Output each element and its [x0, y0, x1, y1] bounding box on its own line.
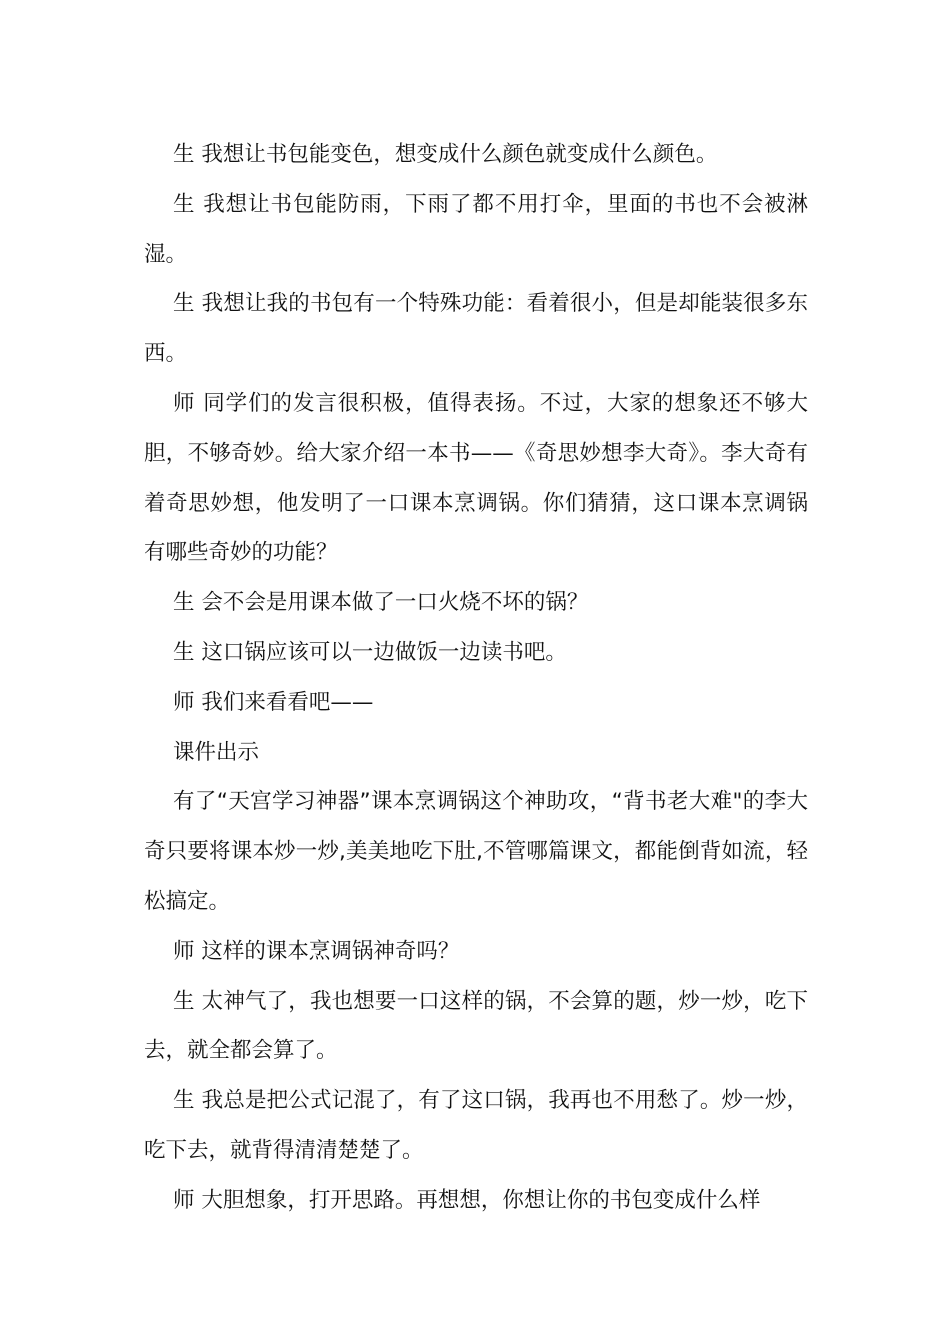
paragraph-courseware-text: 有了“天宫学习神器”课本烹调锅这个神助攻，“背书老大难"的李大奇只要将课本炒一炒,美美地吃下肚,不管哪篇课文，都能倒背如流，轻松搞定。: [144, 789, 808, 914]
paragraph-student-special-function: 生 我想让我的书包有一个特殊功能：看着很小，但是却能装很多东西。: [144, 291, 808, 367]
paragraph-teacher-imagine: 师 大胆想象，打开思路。再想想，你想让你的书包变成什么样: [173, 1187, 761, 1213]
paragraph-teacher-book-intro: 师 同学们的发言很积极，值得表扬。不过，大家的想象还不够大胆，不够奇妙。给大家介绍一本书——《奇思妙想李大奇》。李大奇有着奇思妙想，他发明了一口课本烹调锅。你们猜猜，这口课本烹调锅有哪些奇妙的功能？: [144, 390, 808, 566]
document-body: [144, 130, 808, 1226]
paragraph-teacher-question: 师 这样的课本烹调锅神奇吗？: [173, 938, 460, 964]
paragraph-student-formulas: 生 我总是把公式记混了，有了这口锅，我再也不用愁了。炒一炒，吃下去，就背得清清楚楚了。: [144, 1088, 808, 1163]
paragraph-student-color: 生 我想让书包能变色，想变成什么颜色就变成什么颜色。: [173, 142, 718, 167]
paragraph-student-fireproof-pot: 生 会不会是用课本做了一口火烧不坏的锅？: [173, 590, 589, 616]
paragraph-student-cook-and-read: 生 这口锅应该可以一边做饭一边读书吧。: [173, 639, 567, 665]
paragraph-courseware-display: 课件出示: [173, 739, 260, 765]
paragraph-student-math: 生 太神气了，我也想要一口这样的锅，不会算的题，炒一炒，吃下去，就全都会算了。: [144, 988, 808, 1064]
paragraph-teacher-lets-see: 师 我们来看看吧——: [173, 689, 374, 715]
paragraph-student-rainproof: 生 我想让书包能防雨，下雨了都不用打伞，里面的书也不会被淋湿。: [144, 191, 808, 267]
